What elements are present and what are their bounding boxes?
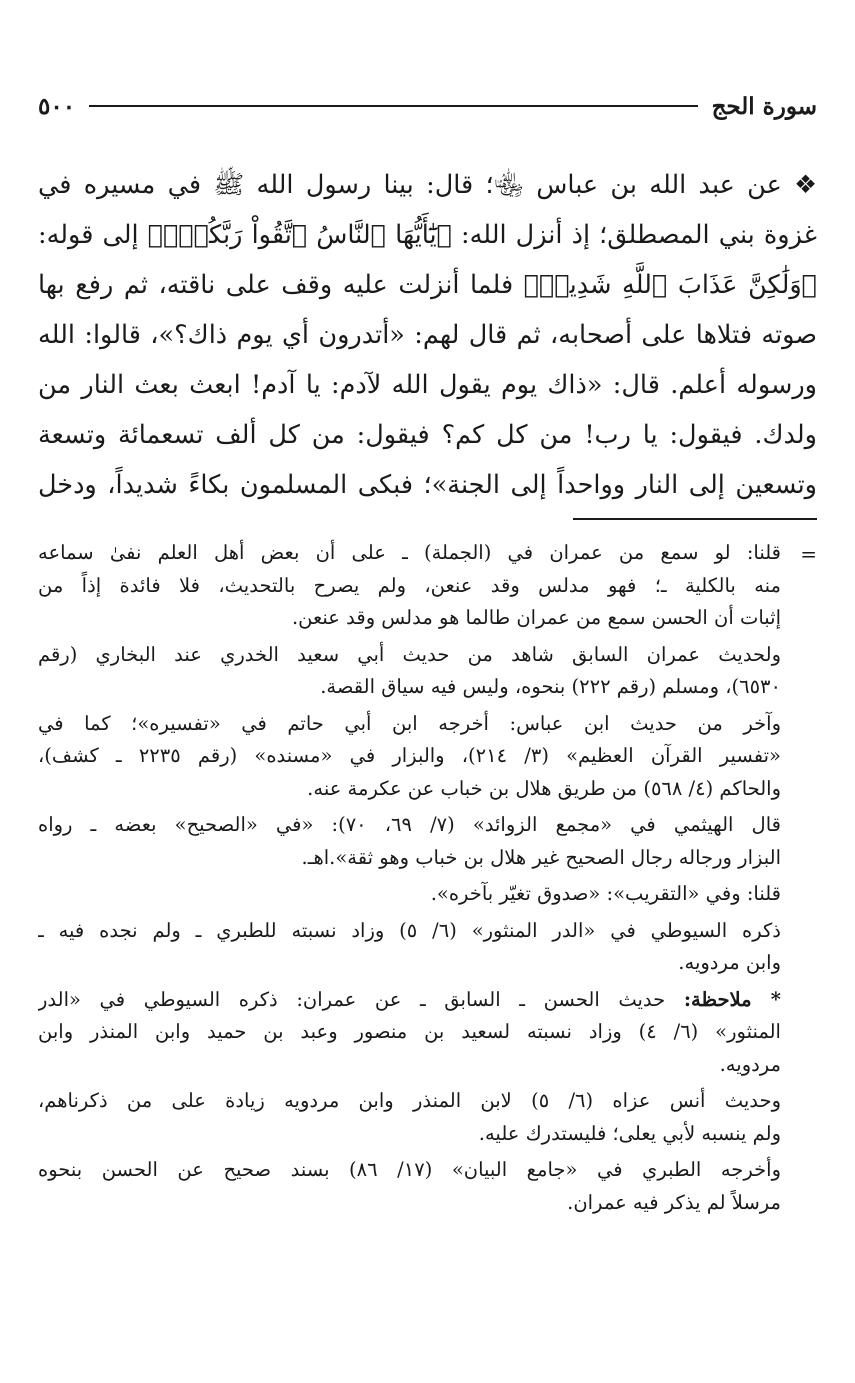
footnote-paragraph [38, 809, 781, 874]
text-line: ﴿وَلَٰكِنَّ عَذَابَ ٱللَّهِ شَدِيدٞ﴾ فلما أنزلت عليه وقف على ناقته، ثم رفع بها [38, 270, 817, 300]
footnote-line: مرسلاً لم يذكر فيه عمران. [567, 1190, 781, 1214]
footnote-line: البزار ورجاله رجال الصحيح غير هلال بن خباب وهو ثقة».اهـ. [301, 845, 781, 869]
footnote-line: المنثور» (٦/ ٤) وزاد نسبته لسعيد بن منصور وعبد بن حميد وابن المنذر وابن [38, 1020, 781, 1043]
footnote-paragraph [38, 915, 781, 980]
footnote-line: منه بالكلية ـ؛ فهو مدلس وقد عنعن، ولم يصرح بالتحديث، فلا فائدة إذاً من [38, 573, 781, 597]
footnotes [38, 537, 781, 1223]
footnote-line: ولم ينسبه لأبي يعلى؛ فليستدرك عليه. [478, 1121, 781, 1145]
page-number: ٥٠٠ [38, 92, 76, 120]
footnote-paragraph [38, 1085, 781, 1150]
text-line: وتسعين إلى النار وواحداً إلى الجنة»؛ فبكى المسلمون بكاءً شديداً، ودخل [38, 470, 817, 500]
note-label: * ملاحظة: [683, 987, 781, 1011]
footnote-line: قال الهيثمي في «مجمع الزوائد» (٧/ ٦٩، ٧٠): «في «الصحيح» بعضه ـ رواه [38, 813, 781, 836]
footnote-line-text: حديث الحسن ـ السابق ـ عن عمران: ذكره السيوطي في «الدر [38, 987, 684, 1011]
footnote-line: إثبات أن الحسن سمع من عمران طالما هو مدلس وقد عنعن. [291, 606, 781, 629]
footnote-line: مردويه. [719, 1052, 781, 1076]
text-line: غزوة بني المصطلق؛ إذ أنزل الله: ﴿يَٰٓأَيُّهَا ٱلنَّاسُ ٱتَّقُواْ رَبَّكُمۡۚ﴾ إلى قوله: [38, 220, 817, 250]
footnote-line: قلنا: لو سمع من عمران في (الجملة) ـ على أن بعض أهل العلم نفىٰ سماعه [38, 541, 781, 564]
footnote-line: قلنا: وفي «التقريب»: «صدوق تغيّر بآخره». [430, 882, 781, 905]
footnote-line [38, 984, 781, 1017]
header-rule [89, 105, 698, 107]
text-line: صوته فتلاها على أصحابه، ثم قال لهم: «أتدرون أي يوم ذاك؟»، قالوا: الله [38, 320, 817, 350]
footnote-paragraph [38, 639, 781, 704]
footnote-separator [573, 518, 817, 520]
surah-title: سورة الحج [711, 92, 817, 120]
footnote-paragraph [38, 537, 781, 635]
footnote-continuation-mark: = [800, 542, 817, 566]
text-line: ولدك. فيقول: يا رب! من كل كم؟ فيقول: من كل ألف تسعمائة وتسعة [38, 420, 817, 450]
footnote-line: ذكره السيوطي في «الدر المنثور» (٦/ ٥) وزاد نسبته للطبري ـ ولم نجده فيه ـ [38, 918, 781, 942]
footnote-line: وأخرجه الطبري في «جامع البيان» (١٧/ ٨٦) بسند صحيح عن الحسن بنحوه [38, 1158, 781, 1181]
footnote-line: والحاكم (٤/ ٥٦٨) من طريق هلال بن خباب عن عكرمة عنه. [307, 776, 781, 800]
footnote-line: وحديث أنس عزاه (٦/ ٥) لابن المنذر وابن مردويه زيادة على من ذكرناهم، [38, 1089, 781, 1112]
footnote-paragraph [38, 878, 781, 911]
footnote-paragraph [38, 984, 781, 1082]
footnote-line: وآخر من حديث ابن عباس: أخرجه ابن أبي حاتم في «تفسيره»؛ كما في [38, 711, 781, 735]
footnote-line: «تفسير القرآن العظيم» (٣/ ٢١٤)، والبزار في «مسنده» (رقم ٢٢٣٥ ـ كشف)، [38, 744, 781, 767]
footnote-line: ولحديث عمران السابق شاهد من حديث أبي سعيد الخدري عند البخاري (رقم [38, 642, 781, 666]
text-line: ورسوله أعلم. قال: «ذاك يوم يقول الله لآدم: يا آدم! ابعث بعث النار من [38, 370, 817, 400]
footnote-line: وابن مردويه. [678, 951, 781, 974]
text-line: ❖ عن عبد الله بن عباس ﵄؛ قال: بينا رسول الله ﷺ في مسيره في [38, 170, 817, 200]
running-header [38, 88, 817, 124]
hadith-text [38, 160, 817, 510]
footnote-paragraph [38, 708, 781, 806]
footnote-line: ٦٥٣٠)، ومسلم (رقم ٢٢٢) بنحوه، وليس فيه سياق القصة. [320, 675, 781, 698]
footnote-paragraph [38, 1154, 781, 1219]
